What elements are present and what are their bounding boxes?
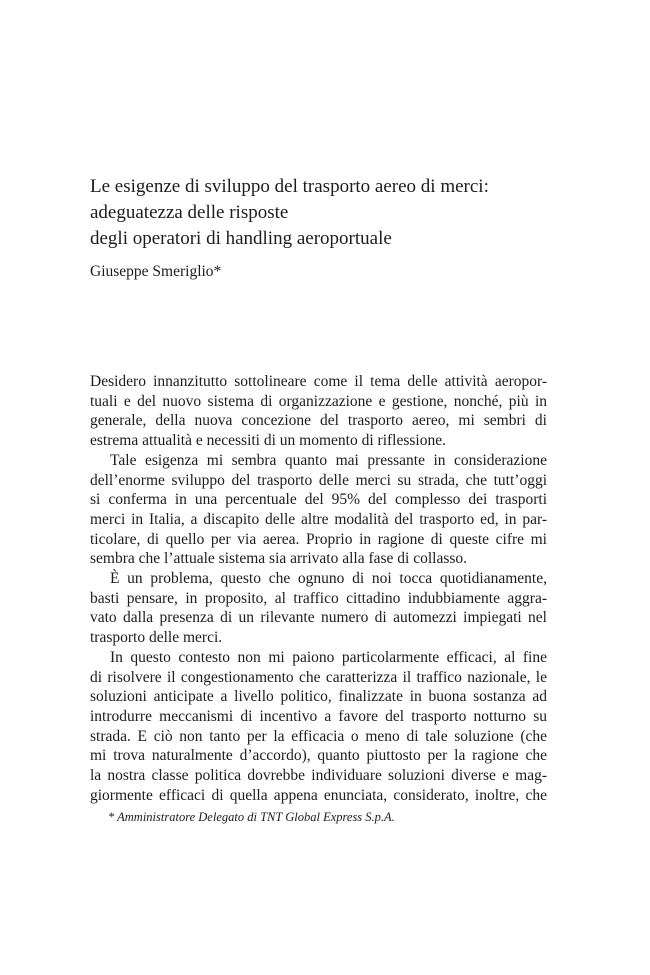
title-line: adeguatezza delle risposte <box>90 202 289 223</box>
author-name: Giuseppe Smeriglio* <box>90 263 222 280</box>
paragraph-line: dell’enorme sviluppo del trasporto delle merci su strada, che tutt’oggi <box>90 471 547 489</box>
paragraph-line: giormente efficaci di quella appena enunciata, considerato, inoltre, che <box>90 786 547 804</box>
paragraph-line: tuali e del nuovo sistema di organizzazione e gestione, nonché, più in <box>90 392 547 410</box>
paragraph-line: strada. E ciò non tanto per la efficacia o meno di tale soluzione (che <box>90 727 547 745</box>
paragraph-line: si conferma in una percentuale del 95% del complesso dei trasporti <box>90 491 547 509</box>
article-title <box>90 174 570 252</box>
paragraph-line: soluzioni anticipate a livello politico, finalizzate in buona sostanza ad <box>90 688 547 706</box>
paragraph-line: sembra che l’attuale sistema sia arrivato alla fase di collasso. <box>90 550 468 568</box>
paragraph-line: basti pensare, in proposito, al traffico cittadino indubbiamente aggra- <box>90 589 547 607</box>
paragraph-line: vato dalla presenza di un rilevante numero di automezzi impiegati nel <box>90 609 547 627</box>
paragraph-line: mi trova naturalmente d’accordo), quanto piuttosto per la ragione che <box>90 747 547 765</box>
title-line: degli operatori di handling aeroportuale <box>90 228 392 249</box>
paragraph-line: Tale esigenza mi sembra quanto mai pressante in considerazione <box>110 451 547 469</box>
paragraph-line: In questo contesto non mi paiono particolarmente efficaci, al fine <box>110 648 547 666</box>
paragraph-line: introdurre meccanismi di incentivo a favore del trasporto notturno su <box>90 707 547 725</box>
paragraph-line: la nostra classe politica dovrebbe individuare soluzioni diverse e mag- <box>90 767 547 785</box>
paragraph-line: generale, della nuova concezione del trasporto aereo, mi sembri di <box>90 412 547 430</box>
paragraph-line: di risolvere il congestionamento che caratterizza il traffico nazionale, le <box>90 668 547 686</box>
footnote: * Amministratore Delegato di TNT Global Express S.p.A. <box>108 810 395 824</box>
paragraph-line: estrema attualità e necessiti di un momento di riflessione. <box>90 432 446 450</box>
paragraph-line: ticolare, di quello per via aerea. Proprio in ragione di queste cifre mi <box>90 530 547 548</box>
paragraph-line: Desidero innanzitutto sottolineare come il tema delle attività aeropor- <box>90 373 547 390</box>
paragraph-line: trasporto delle merci. <box>90 629 223 647</box>
article-body <box>90 372 547 805</box>
paragraph-line: È un problema, questo che ognuno di noi tocca quotidianamente, <box>110 570 547 588</box>
paragraph-line: merci in Italia, a discapito delle altre modalità del trasporto ed, in par- <box>90 510 547 528</box>
title-line: Le esigenze di sviluppo del trasporto aereo di merci: <box>90 176 489 197</box>
